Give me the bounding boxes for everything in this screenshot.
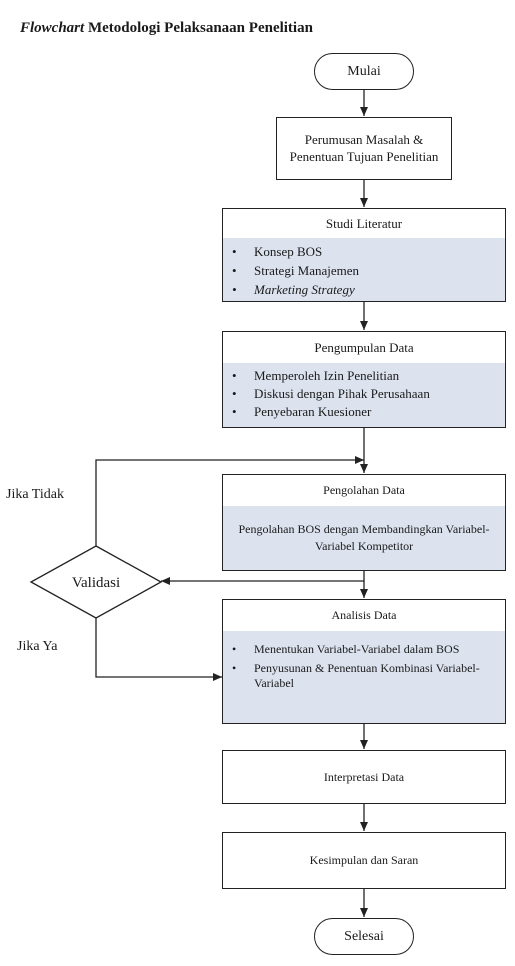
step-kesimpulan [222, 832, 506, 889]
step-pengumpulan-data [222, 331, 506, 428]
start-label: Mulai [347, 63, 381, 79]
title-rest: Metodologi Pelaksanaan Penelitian [84, 20, 313, 36]
kesimpulan-label: Kesimpulan dan Saran [309, 853, 419, 867]
studi-header: Studi Literatur [223, 209, 505, 239]
analisis-item: • Penyusunan & Penentuan Kombinasi Variabel-Variabel [223, 661, 485, 692]
analisis-body [223, 631, 505, 723]
step-pengolahan-data [222, 474, 506, 571]
studi-item: • Konsep BOS [223, 245, 505, 258]
step-perumusan-label: Perumusan Masalah & Penentuan Tujuan Penelitian [289, 132, 439, 164]
pengumpulan-header: Pengumpulan Data [223, 332, 505, 364]
end-label: Selesai [344, 928, 384, 944]
pengumpulan-item: • Penyebaran Kuesioner [223, 405, 505, 418]
studi-item: • Marketing Strategy [223, 283, 505, 296]
analisis-item: • Menentukan Variabel-Variabel dalam BOS [223, 642, 485, 658]
studi-item: • Strategi Manajemen [223, 264, 505, 277]
step-interpretasi-data [222, 750, 506, 804]
interpretasi-label: Interpretasi Data [323, 769, 405, 784]
label-jika-ya: Jika Ya [17, 639, 58, 654]
title-italic: Flowchart [20, 20, 85, 36]
arrow-validasi-yes [96, 618, 222, 677]
pengolahan-text: Pengolahan BOS dengan Membandingkan Variabel-Variabel Kompetitor [238, 522, 490, 553]
decision-label: Validasi [71, 575, 121, 591]
studi-body [223, 238, 505, 301]
pengumpulan-body [223, 363, 505, 427]
end-terminal [314, 918, 414, 955]
step-studi-literatur [222, 208, 506, 302]
step-perumusan [276, 117, 452, 180]
pengumpulan-item: • Diskusi dengan Pihak Perusahaan [223, 387, 505, 400]
label-jika-tidak: Jika Tidak [6, 487, 64, 502]
arrow-pengolahan-validasi [161, 571, 364, 581]
pengumpulan-item: • Memperoleh Izin Penelitian [223, 369, 505, 382]
analisis-header: Analisis Data [223, 600, 505, 632]
pengolahan-body [223, 506, 505, 570]
start-terminal [314, 53, 414, 90]
step-analisis-data [222, 599, 506, 724]
pengolahan-header: Pengolahan Data [223, 475, 505, 507]
